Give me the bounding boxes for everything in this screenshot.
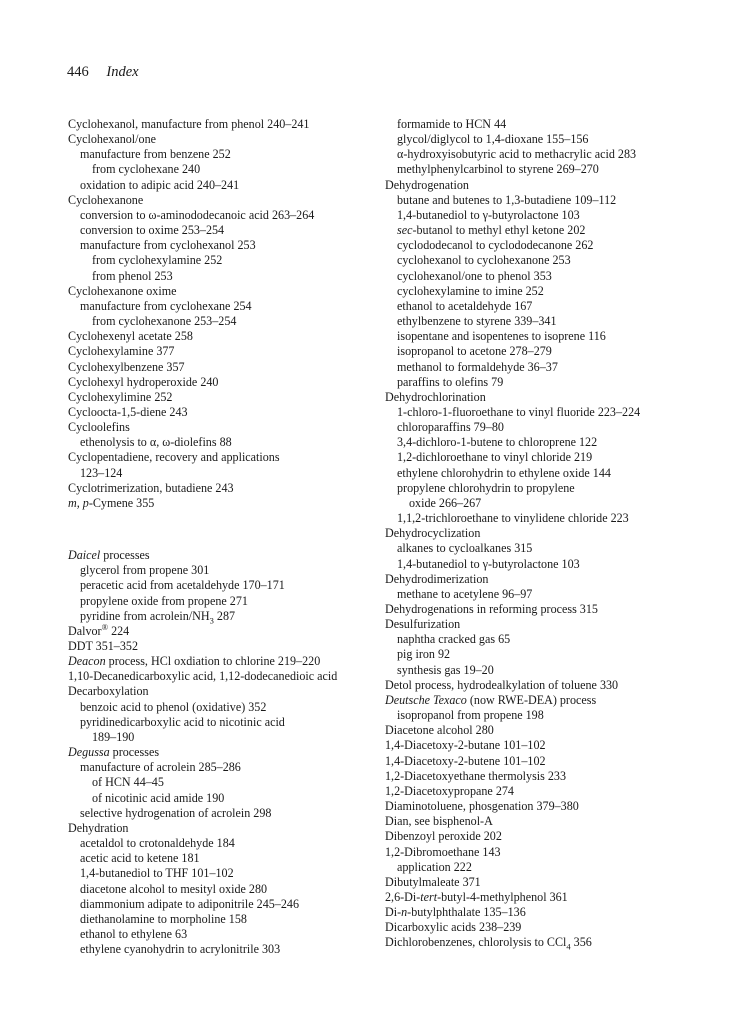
entry-text: diammonium adipate to adiponitrile 245–246 [80, 896, 299, 911]
entry-text: cyclohexylamine to imine 252 [397, 283, 544, 298]
index-subentry [68, 730, 383, 745]
index-entry [68, 390, 383, 405]
index-subentry [385, 647, 710, 662]
index-subentry [385, 587, 710, 602]
index-subentry [68, 897, 383, 912]
index-entry [68, 548, 383, 563]
entry-text: Dehydrogenation [385, 177, 469, 192]
entry-text: 1,4-butanediol to THF 101–102 [80, 866, 234, 881]
index-subentry [385, 860, 710, 875]
entry-text: 287 [213, 608, 236, 623]
entry-text: isopropanol to acetone 278–279 [397, 344, 552, 359]
index-subentry [68, 253, 383, 268]
entry-text: of HCN 44–45 [92, 775, 164, 790]
index-subentry [385, 162, 710, 177]
entry-text: peracetic acid from acetaldehyde 170–171 [80, 578, 285, 593]
entry-text: butane and butenes to 1,3-butadiene 109–112 [397, 192, 617, 207]
entry-text: Cyclohexylamine 377 [68, 344, 175, 359]
index-entry [385, 738, 710, 753]
entry-text: tert [420, 889, 438, 904]
entry-text: conversion to ω-aminododecanoic acid 263–264 [80, 207, 315, 222]
entry-text: 1,4-Diacetoxy-2-butane 101–102 [385, 738, 546, 753]
entry-text: Cyclohexanol/one [68, 132, 156, 147]
entry-text: oxidation to adipic acid 240–241 [80, 177, 240, 192]
index-subentry [68, 269, 383, 284]
entry-text: propylene chlorohydrin to propylene [397, 480, 575, 495]
index-subentry [68, 806, 383, 821]
index-entry [385, 769, 710, 784]
index-entry [68, 405, 383, 420]
entry-text: 1,2-Diacetoxypropane 274 [385, 783, 514, 798]
entry-text: 189–190 [92, 729, 135, 744]
entry-text: Detol process, hydrodealkylation of toluene 330 [385, 677, 619, 692]
index-entry [385, 178, 710, 193]
index-subentry [68, 147, 383, 162]
index-subentry [68, 299, 383, 314]
entry-text: Daicel [68, 548, 101, 563]
index-subentry [68, 912, 383, 927]
entry-text: alkanes to cycloalkanes 315 [397, 541, 533, 556]
entry-text: 1,1,2-trichloroethane to vinylidene chloride 223 [397, 511, 629, 526]
index-entry [385, 693, 710, 708]
index-entry [68, 669, 383, 684]
index-subentry [385, 557, 710, 572]
index-entry [68, 329, 383, 344]
index-entry [385, 526, 710, 541]
entry-text: manufacture from benzene 252 [80, 147, 231, 162]
index-subentry [68, 791, 383, 806]
index-subentry [385, 496, 710, 511]
entry-text: 356 [570, 935, 592, 950]
index-entry [385, 723, 710, 738]
index-subentry [385, 117, 710, 132]
entry-text: formamide to HCN 44 [397, 117, 507, 131]
index-entry [68, 420, 383, 435]
index-subentry [385, 329, 710, 344]
entry-text: glycol/diglycol to 1,4-dioxane 155–156 [397, 132, 589, 147]
entry-text: Cyclotrimerization, butadiene 243 [68, 480, 234, 495]
entry-text: DDT 351–352 [68, 639, 138, 653]
entry-text: m, p [68, 495, 89, 510]
entry-text: Cycloocta-1,5-diene 243 [68, 404, 188, 419]
index-entry [385, 845, 710, 860]
entry-text: Cyclohexyl hydroperoxide 240 [68, 374, 219, 389]
entry-text: Dehydrochlorination [385, 389, 486, 404]
index-entry [68, 821, 383, 836]
entry-text: Deacon [68, 654, 106, 669]
entry-text: acetaldol to crotonaldehyde 184 [80, 836, 235, 851]
entry-text: 1,2-Dibromoethane 143 [385, 844, 501, 859]
index-entry [68, 375, 383, 390]
index-subentry [385, 344, 710, 359]
index-entry [68, 193, 383, 208]
index-subentry [68, 700, 383, 715]
entry-text: -butanol to methyl ethyl ketone 202 [412, 223, 586, 238]
index-entry [68, 684, 383, 699]
entry-text: 1,4-butanediol to γ-butyrolactone 103 [397, 556, 580, 571]
entry-text: Decarboxylation [68, 684, 149, 699]
entry-text: from cyclohexylamine 252 [92, 253, 223, 268]
entry-text: acetic acid to ketene 181 [80, 851, 200, 866]
index-entry [68, 496, 383, 511]
index-entry [68, 360, 383, 375]
index-subentry [68, 594, 383, 609]
index-subentry [68, 836, 383, 851]
index-entry [385, 784, 710, 799]
index-subentry [385, 511, 710, 526]
entry-text: Dehydrocyclization [385, 526, 481, 541]
entry-text: application 222 [397, 859, 472, 874]
index-subentry [68, 775, 383, 790]
index-entry [385, 905, 710, 920]
entry-text: diethanolamine to morpholine 158 [80, 911, 247, 926]
index-subentry [385, 284, 710, 299]
index-entry [68, 745, 383, 760]
index-entry [68, 450, 383, 465]
index-subentry [385, 405, 710, 420]
entry-text: propylene oxide from propene 271 [80, 593, 248, 608]
entry-text: n [401, 905, 408, 920]
entry-text: Dibutylmaleate 371 [385, 874, 481, 889]
entry-text: Di- [385, 905, 402, 920]
entry-text: Cyclohexylbenzene 357 [68, 359, 185, 374]
index-subentry [385, 481, 710, 496]
entry-text: pyridine from acrolein/NH [80, 608, 210, 623]
index-subentry [385, 708, 710, 723]
entry-text: α-hydroxyisobutyric acid to methacrylic acid 283 [397, 147, 637, 162]
running-title: Index [106, 64, 139, 80]
entry-text: from cyclohexanone 253–254 [92, 314, 237, 329]
page-header [67, 63, 139, 81]
index-subentry [385, 193, 710, 208]
entry-text: methanol to formaldehyde 36–37 [397, 359, 558, 374]
entry-text: -Cymene 355 [88, 495, 155, 510]
entry-text: Degussa [68, 745, 110, 760]
index-entry [68, 481, 383, 496]
entry-text: Dian, see bisphenol-A [385, 814, 493, 829]
entry-text: manufacture of acrolein 285–286 [80, 760, 241, 775]
index-subentry [68, 314, 383, 329]
entry-text: processes [109, 745, 160, 760]
index-entry [385, 935, 710, 950]
entry-text: ® [101, 621, 109, 632]
index-subentry [68, 563, 383, 578]
index-column-left [68, 117, 383, 957]
entry-text: 4 [566, 941, 571, 952]
index-entry [68, 654, 383, 669]
index-entry [385, 678, 710, 693]
entry-text: pig iron 92 [397, 647, 451, 662]
entry-text: methylphenylcarbinol to styrene 269–270 [397, 162, 599, 177]
index-entry [385, 390, 710, 405]
index-subentry [385, 632, 710, 647]
entry-text: Cyclohexylimine 252 [68, 389, 173, 404]
index-subentry [68, 715, 383, 730]
entry-text: processes [100, 548, 150, 563]
entry-text: Cyclohexanone [68, 192, 144, 207]
index-subentry [68, 162, 383, 177]
entry-text: conversion to oxime 253–254 [80, 223, 225, 238]
entry-text: Diacetone alcohol 280 [385, 723, 494, 738]
entry-text: Dichlorobenzenes, chlorolysis to CCl [385, 935, 567, 950]
entry-text: Cyclohexenyl acetate 258 [68, 329, 193, 344]
index-subentry [385, 208, 710, 223]
entry-text: Dehydrogenations in reforming process 315 [385, 602, 598, 616]
entry-text: Dehydrodimerization [385, 571, 489, 586]
index-subentry [68, 927, 383, 942]
entry-text: selective hydrogenation of acrolein 298 [80, 805, 272, 820]
entry-text: ethylene chlorohydrin to ethylene oxide 144 [397, 465, 611, 480]
entry-text: Cyclohexanone oxime [68, 283, 177, 298]
entry-text: cyclohexanol to cyclohexanone 253 [397, 253, 571, 268]
entry-text: ethylbenzene to styrene 339–341 [397, 314, 557, 329]
index-subentry [385, 435, 710, 450]
index-entry [68, 344, 383, 359]
entry-text: -butylphthalate 135–136 [407, 905, 526, 920]
entry-text: of nicotinic acid amide 190 [92, 790, 225, 805]
section-gap [68, 511, 383, 548]
entry-text: isopropanol from propene 198 [397, 708, 544, 723]
entry-text: isopentane and isopentenes to isoprene 116 [397, 329, 606, 344]
entry-text: ethanol to ethylene 63 [80, 926, 188, 941]
index-subentry [385, 132, 710, 147]
index-subentry [385, 420, 710, 435]
entry-text: 3 [209, 615, 214, 626]
index-subentry [385, 238, 710, 253]
index-entry [385, 572, 710, 587]
index-subentry [68, 238, 383, 253]
index-subentry [385, 466, 710, 481]
index-subentry [385, 314, 710, 329]
index-subentry [385, 375, 710, 390]
entry-text: from cyclohexane 240 [92, 162, 201, 177]
index-entry [68, 132, 383, 147]
index-subentry [385, 147, 710, 162]
entry-text: 3,4-dichloro-1-butene to chloroprene 122 [397, 435, 598, 450]
index-subentry [68, 435, 383, 450]
index-entry [68, 639, 383, 654]
entry-text: Deutsche Texaco [385, 692, 467, 707]
index-entry [68, 284, 383, 299]
entry-text: Desulfurization [385, 617, 461, 632]
index-subentry [385, 541, 710, 556]
index-subentry [68, 851, 383, 866]
entry-text: -butyl-4-methylphenol 361 [437, 889, 568, 904]
entry-text: manufacture from cyclohexane 254 [80, 298, 252, 313]
entry-text: 123–124 [80, 465, 123, 480]
entry-text: 1,4-butanediol to γ-butyrolactone 103 [397, 207, 580, 222]
index-subentry [68, 223, 383, 238]
index-entry [385, 799, 710, 814]
entry-text: ethylene cyanohydrin to acrylonitrile 303 [80, 942, 281, 957]
entry-text: pyridinedicarboxylic acid to nicotinic acid [80, 714, 285, 729]
index-entry [68, 117, 383, 132]
index-column-right [385, 117, 710, 951]
index-entry [385, 617, 710, 632]
entry-text: 1,10-Decanedicarboxylic acid, 1,12-dodecanedioic acid [68, 669, 338, 684]
index-subentry [385, 663, 710, 678]
index-subentry [68, 208, 383, 223]
entry-text: chloroparaffins 79–80 [397, 420, 504, 435]
entry-text: process, HCl oxdiation to chlorine 219–220 [105, 654, 321, 669]
entry-text: paraffins to olefins 79 [397, 374, 504, 389]
entry-text: Dehydration [68, 820, 129, 835]
entry-text: ethanol to acetaldehyde 167 [397, 298, 533, 313]
entry-text: 224 [108, 623, 130, 638]
entry-text: Dibenzoyl peroxide 202 [385, 829, 502, 844]
entry-text: 2,6-Di- [385, 889, 421, 904]
entry-text: methane to acetylene 96–97 [397, 586, 533, 601]
index-entry [385, 829, 710, 844]
index-subentry [68, 866, 383, 881]
entry-text: Dalvor [68, 623, 102, 638]
entry-text: glycerol from propene 301 [80, 563, 210, 578]
index-subentry [68, 466, 383, 481]
entry-text: cyclohexanol/one to phenol 353 [397, 268, 552, 283]
entry-text: 1,2-dichloroethane to vinyl chloride 219 [397, 450, 593, 465]
index-entry [385, 890, 710, 905]
entry-text: Dicarboxylic acids 238–239 [385, 920, 522, 935]
entry-text: ethenolysis to α, ω-diolefins 88 [80, 435, 232, 450]
entry-text: 1,4-Diacetoxy-2-butene 101–102 [385, 753, 546, 768]
index-subentry [385, 360, 710, 375]
index-entry [385, 920, 710, 935]
index-entry [385, 602, 710, 617]
entry-text: cyclododecanol to cyclododecanone 262 [397, 238, 594, 253]
index-subentry [68, 578, 383, 593]
entry-text: manufacture from cyclohexanol 253 [80, 238, 256, 253]
index-subentry [68, 942, 383, 957]
index-subentry [68, 882, 383, 897]
entry-text: Diaminotoluene, phosgenation 379–380 [385, 799, 579, 814]
index-entry [385, 814, 710, 829]
index-subentry [68, 609, 383, 624]
entry-text: diacetone alcohol to mesityl oxide 280 [80, 881, 268, 896]
index-entry [385, 875, 710, 890]
index-subentry [68, 760, 383, 775]
entry-text: from phenol 253 [92, 268, 173, 283]
entry-text: sec [397, 223, 413, 238]
entry-text: 1-chloro-1-fluoroethane to vinyl fluoride 223–224 [397, 404, 641, 419]
entry-text: Cycloolefins [68, 420, 130, 435]
entry-text: oxide 266–267 [409, 495, 482, 510]
entry-text: naphtha cracked gas 65 [397, 632, 511, 647]
index-entry [68, 621, 383, 639]
entry-text: Cyclopentadiene, recovery and applications [68, 450, 280, 465]
index-subentry [68, 178, 383, 193]
entry-text: 1,2-Diacetoxyethane thermolysis 233 [385, 768, 567, 783]
index-subentry [385, 269, 710, 284]
index-subentry [385, 223, 710, 238]
index-entry [385, 754, 710, 769]
entry-text: Cyclohexanol, manufacture from phenol 240–241 [68, 117, 310, 131]
index-subentry [385, 253, 710, 268]
entry-text: (now RWE-DEA) process [466, 692, 597, 707]
entry-text: synthesis gas 19–20 [397, 662, 494, 677]
page-number: 446 [67, 64, 89, 80]
entry-text: benzoic acid to phenol (oxidative) 352 [80, 699, 267, 714]
index-subentry [385, 450, 710, 465]
index-subentry [385, 299, 710, 314]
